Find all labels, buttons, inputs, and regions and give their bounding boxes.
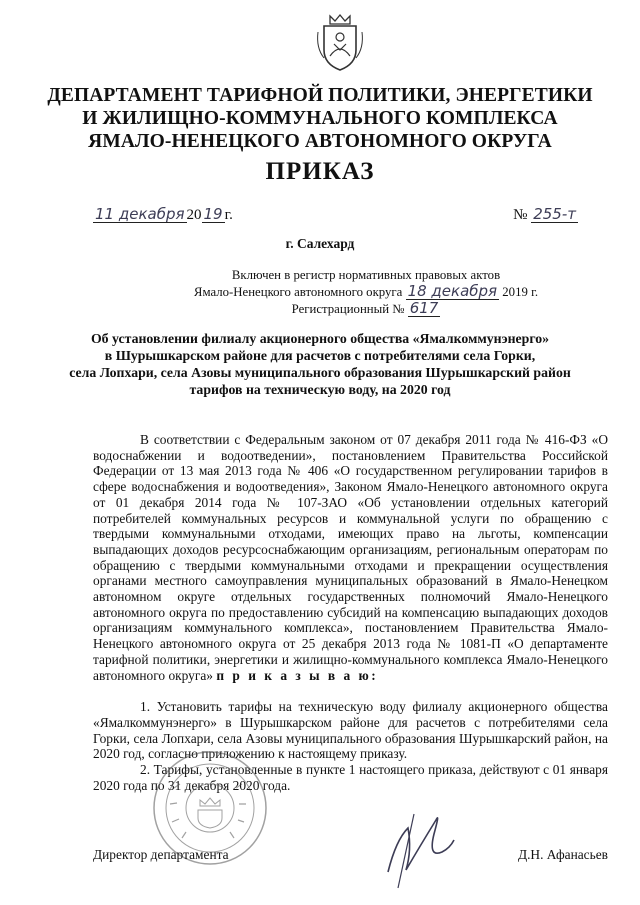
department-name [40,84,600,153]
registration-line-2-prefix: Ямало-Ненецкого автономного округа [193,285,403,299]
document-type-heading: ПРИКАЗ [265,158,375,185]
registration-line-3 [186,300,546,317]
registration-line-2-suffix: 2019 г. [502,285,539,299]
item-1-paragraph: 1. Установить тарифы на техническую воду филиалу акционерного общества «Ямалкоммунэнерго» в Шурышкарском районе для расчетов с потребителями села Горки, села Лопхари, села Азовы муниципального образования Шурышкарский район, на 2020 год, согласно приложению к настоящему приказу. [93,699,608,762]
preamble-text: В соответствии с Федеральным законом от 07 декабря 2011 года № 416-ФЗ «О водоснабжении и водоотведении», постановлением Правительства Российской Федерации от 13 мая 2013 года № 406 «О государственном регулировании тарифов в сфере водоснабжения и водоотведения», Законом Ямало-Ненецкого автономного округа от 01 декабря 2014 года № 107-ЗАО «Об установлении отдельных категорий потребителей коммунальных ресурсов и коммунальной услуги по обращению с твердыми коммунальными отходами, имеющих право на льготы, компенсации выпадающих доходов ресурсоснабжающим организациям, региональным операторам по обращению с твердыми коммунальными отходами и прекращении осуществления органами местного самоуправления муниципальных образований в Ямало-Ненецком автономном округе отдельных государственных полномочий Ямало-Ненецкого автономного округа по предоставлению субсидий на компенсацию выпадающих доходов организациям коммунального комплекса», постановлением Правительства Ямало-Ненецкого автономного округа от 25 декабря 2013 года № 1081-П «О департаменте тарифной политики, энергетики и жилищно-коммунального комплекса Ямало-Ненецкого автономного округа» [93,432,608,683]
item-2-paragraph: 2. Тарифы, установленные в пункте 1 настоящего приказа, действуют с 01 января 2020 года по 31 декабря 2020 года. [93,762,608,793]
registration-line-2 [186,283,546,300]
date-handwritten: 11 декабря [95,205,185,223]
signer-name: Д.Н. Афанасьев [517,847,608,862]
department-line-1: ДЕПАРТАМЕНТ ТАРИФНОЙ ПОЛИТИКИ, ЭНЕРГЕТИКИ [47,85,593,106]
order-date [93,206,233,224]
order-number [513,206,578,224]
title-line-1: Об установлении филиалу акционерного общества «Ямалкоммунэнерго» [90,331,550,346]
registration-number-handwritten: 617 [409,299,439,317]
registration-number-prefix: Регистрационный № [291,302,405,316]
title-line-4: тарифов на техническую воду, на 2020 год [189,382,451,397]
order-body [93,432,608,793]
registration-stamp [186,267,546,317]
preamble-paragraph [93,432,608,683]
order-title [60,330,580,398]
number-prefix: № [513,207,528,223]
department-line-3: ЯМАЛО-НЕНЕЦКОГО АВТОНОМНОГО ОКРУГА [88,131,552,152]
coat-of-arms-emblem [314,12,366,74]
year-handwritten: 19 [203,205,223,223]
year-suffix: г. [224,207,233,223]
director-title: Директор департамента [93,847,229,862]
handwritten-signature [378,800,468,890]
department-line-2: И ЖИЛИЩНО-КОММУНАЛЬНОГО КОМПЛЕКСА [82,108,558,129]
order-word: п р и к а з ы в а ю: [216,667,379,683]
title-line-3: села Лопхари, села Азовы муниципального образования Шурышкарский район [69,365,571,380]
registration-line-1: Включен в регистр нормативных правовых актов [231,268,501,282]
registration-date-handwritten: 18 декабря [407,282,498,300]
number-handwritten: 255-т [533,205,576,223]
city: г. Салехард [285,236,355,251]
title-line-2: в Шурышкарском районе для расчетов с потребителями села Горки, [104,348,536,363]
year-prefix: 20 [186,207,202,223]
